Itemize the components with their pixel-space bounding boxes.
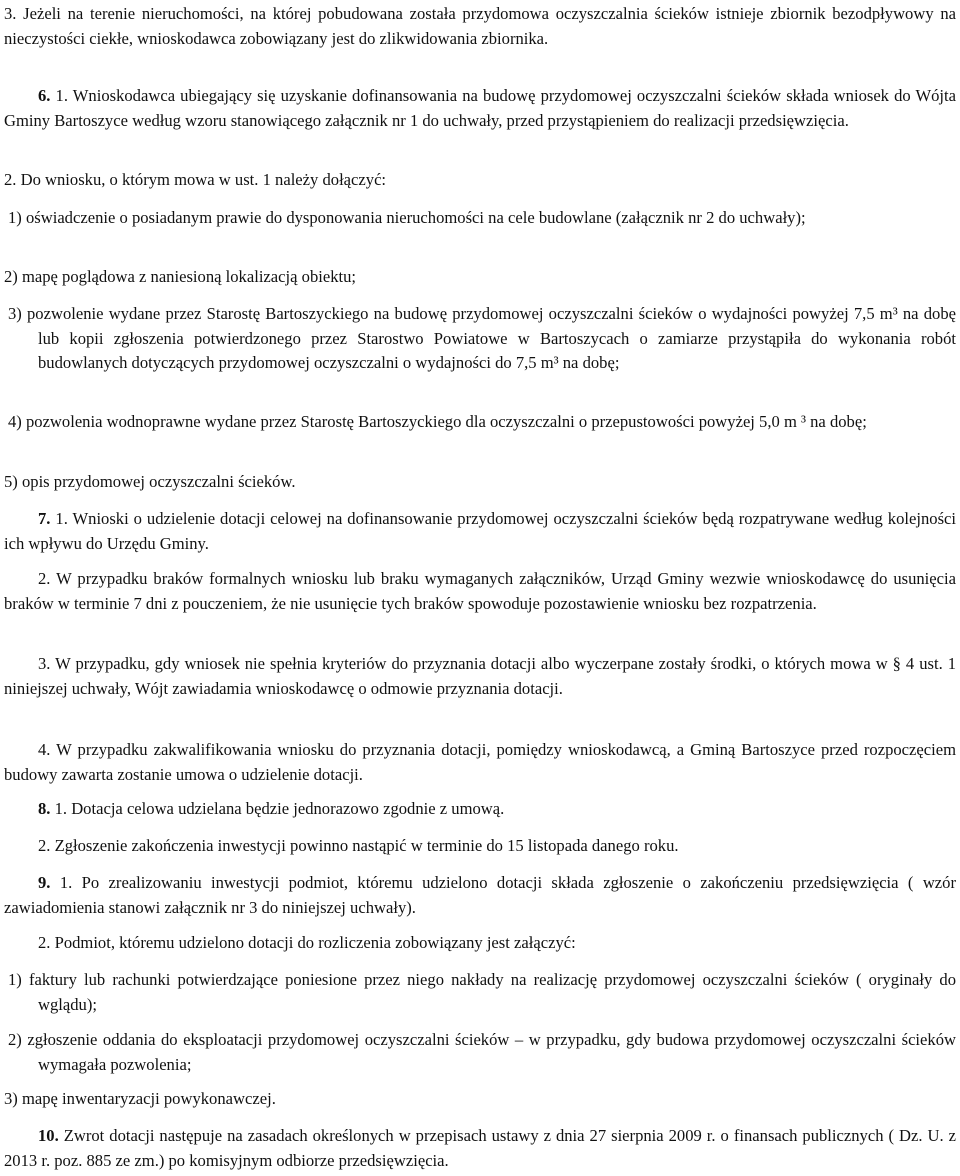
section-number: 10. [38,1126,59,1145]
section-number: 6. [38,86,51,105]
paragraph-text: Zwrot dotacji następuje na zasadach określonych w przepisach ustawy z dnia 27 sierpnia 2009 r. o finansach publicznych ( Dz. U. z 2013 r. poz. 885 ze zm.) po komisyjnym odbiorze przedsięwzięcia. [4,1126,956,1170]
section-number: 7. [38,509,51,528]
section-7-para-4 [4,738,956,787]
list-item-6-2-4 [4,410,956,435]
list-item-text: 5) opis przydomowej oczyszczalni ścieków. [4,472,296,491]
section-9-para-1 [4,871,956,920]
section-6-para-2 [4,168,956,193]
paragraph-text: 2. Podmiot, któremu udzielono dotacji do rozliczenia zobowiązany jest załączyć: [38,933,576,952]
list-item-text: 2) zgłoszenie oddania do eksploatacji przydomowej oczyszczalni ścieków – w przypadku, gdy budowa przydomowej oczyszczalni ścieków wymagała pozwolenia; [8,1030,956,1074]
list-item-text: 3) pozwolenie wydane przez Starostę Bartoszyckiego na budowę przydomowej oczyszczalni ścieków o wydajności powyżej 7,5 m³ na dobę lub kopii zgłoszenia potwierdzonego przez Starostwo Powiatowe w Bartoszycach o zamiarze przystąpiła do wykonania robót budowlanych dotyczących przydomowej oczyszczalni o wydajności do 7,5 m³ na dobę; [8,304,956,372]
paragraph-text: 4. W przypadku zakwalifikowania wniosku do przyznania dotacji, pomiędzy wnioskodawcą, a Gminą Bartoszyce przed rozpoczęciem budowy zawarta zostanie umowa o udzielenie dotacji. [4,740,956,784]
paragraph-text: 1. Dotacja celowa udzielana będzie jednorazowo zgodnie z umową. [50,799,505,818]
paragraph-text: 3. Jeżeli na terenie nieruchomości, na której pobudowana została przydomowa oczyszczalnia ścieków istnieje zbiornik bezodpływowy na nieczystości ciekłe, wnioskodawca zobowiązany jest do zlikwidowania zbiornika. [4,4,956,48]
section-8-para-1 [4,797,956,822]
list-item-text: 2) mapę poglądowa z naniesioną lokalizacją obiektu; [4,267,357,286]
paragraph-5-3 [4,2,956,51]
section-7-para-1 [4,507,956,556]
list-item-9-2-2 [4,1028,956,1077]
paragraph-text: 2. Zgłoszenie zakończenia inwestycji powinno nastąpić w terminie do 15 listopada danego roku. [38,836,679,855]
section-10 [4,1124,956,1173]
section-8-para-2 [4,834,956,859]
section-number: 9. [38,873,51,892]
paragraph-text: 1. Wnioski o udzielenie dotacji celowej na dofinansowanie przydomowej oczyszczalni ścieków będą rozpatrywane według kolejności ich wpływu do Urzędu Gminy. [4,509,956,553]
paragraph-text: 1. Wnioskodawca ubiegający się uzyskanie dofinansowania na budowę przydomowej oczyszczalni ścieków składa wniosek do Wójta Gminy Bartoszyce według wzoru stanowiącego załącznik nr 1 do uchwały, przed przystąpieniem do realizacji przedsięwzięcia. [4,86,956,130]
paragraph-text: 3. W przypadku, gdy wniosek nie spełnia kryteriów do przyznania dotacji albo wyczerpane zostały środki, o których mowa w § 4 ust. 1 niniejszej uchwały, Wójt zawiadamia wnioskodawcę o odmowie przyznania dotacji. [4,654,956,698]
list-item-text: 1) oświadczenie o posiadanym prawie do dysponowania nieruchomości na cele budowlane (załącznik nr 2 do uchwały); [8,208,806,227]
list-item-6-2-1 [4,206,956,231]
list-item-6-2-2 [4,265,956,290]
paragraph-text: 1. Po zrealizowaniu inwestycji podmiot, któremu udzielono dotacji składa zgłoszenie o zakończeniu przedsięwzięcia ( wzór zawiadomienia stanowi załącznik nr 3 do niniejszej uchwały). [4,873,956,917]
list-item-9-2-3 [4,1087,956,1112]
section-number: 8. [38,799,51,818]
list-item-6-2-5 [4,470,956,495]
list-item-text: 3) mapę inwentaryzacji powykonawczej. [4,1089,276,1108]
section-6-para-1 [4,84,956,133]
list-item-text: 4) pozwolenia wodnoprawne wydane przez Starostę Bartoszyckiego dla oczyszczalni o przepustowości powyżej 5,0 m ³ na dobę; [8,412,867,431]
paragraph-text: 2. Do wniosku, o którym mowa w ust. 1 należy dołączyć: [4,170,387,189]
section-7-para-2 [4,567,956,616]
section-7-para-3 [4,652,956,701]
list-item-text: 1) faktury lub rachunki potwierdzające poniesione przez niego nakłady na realizację przydomowej oczyszczalni ścieków ( oryginały do wglądu); [8,970,956,1014]
list-item-6-2-3 [4,302,956,376]
paragraph-text: 2. W przypadku braków formalnych wniosku lub braku wymaganych załączników, Urząd Gminy wezwie wnioskodawcę do usunięcia braków w terminie 7 dni z pouczeniem, że nie usunięcie tych braków spowoduje pozostawienie wniosku bez rozpatrzenia. [4,569,956,613]
section-9-para-2 [4,931,956,956]
list-item-9-2-1 [4,968,956,1017]
